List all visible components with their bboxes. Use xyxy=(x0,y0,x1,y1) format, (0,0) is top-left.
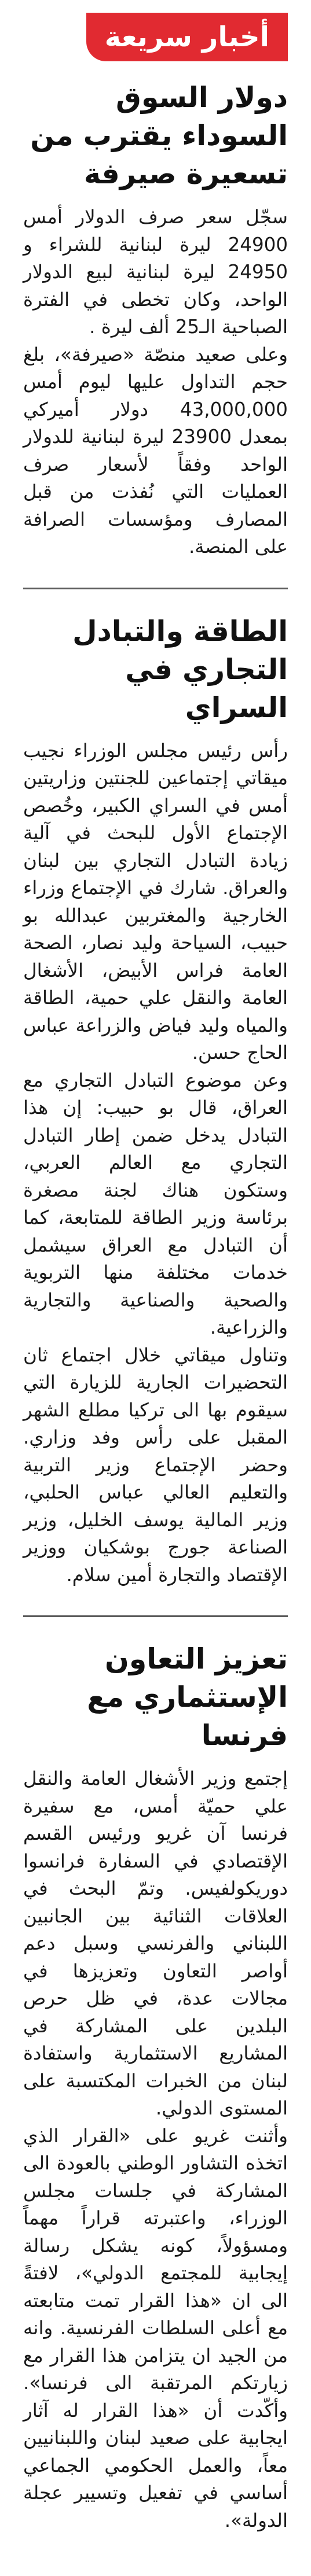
article-headline: الطاقة والتبادل التجاري في السراي xyxy=(72,614,288,724)
article-france-investment-cooperation xyxy=(23,1640,288,2534)
article-paragraph: إجتمع وزير الأشغال العامة والنقل علي حميّة أمس، مع سفيرة فرنسا آن غريو ورئيس القسم الإقتصادي في السفارة فرانسوا دوريكولفيس. وتمّ البحث في العلاقات الثنائية بين الجانبين اللبناني والفرنسي وسبل دعم أواصر التعاون وتعزيزها في مجالات عدة، في ظل حرص البلدين على المشاركة في المشاريع الاستثمارية واستفادة لبنان من الخبرات المكتسبة على المستوى الدولي. xyxy=(23,1767,288,2119)
article-paragraph: رأس رئيس مجلس الوزراء نجيب ميقاتي إجتماعين للجنتين وزاريتين أمس في السراي الكبير، وخُصص الإجتماع الأول للبحث في آلية زيادة التبادل التجاري بين لبنان والعراق. شارك في الإجتماع وزراء الخارجية والمغتربين عبدالله بو حبيب، السياحة وليد نصار، الصحة العامة فراس الأبيض، الأشغال العامة والنقل علي حمية، الطاقة والمياه وليد فياض والزراعة عباس الحاج حسن. xyxy=(23,739,288,1064)
article-black-market-dollar xyxy=(23,79,288,561)
article-paragraph: وتناول ميقاتي خلال اجتماع ثان التحضيرات الجارية للزيارة التي سيقوم بها الى تركيا مطلع الشهر المقبل على رأس وفد وزاري. وحضر الإجتماع وزير التربية والتعليم العالي عباس الحلبي، وزير المالية يوسف الخليل، وزير الصناعة جورج بوشكيان ووزير الإقتصاد والتجارة أمين سلام. xyxy=(23,1344,288,1586)
banner-wrap xyxy=(23,0,288,61)
article-headline: دولار السوق السوداء يقترب من تسعيرة صيرفة xyxy=(30,81,288,190)
article-headline: تعزيز التعاون الإستثماري مع فرنسا xyxy=(87,1643,288,1752)
article-paragraph: وعن موضوع التبادل التجاري مع العراق، قال بو حبيب: إن هذا التبادل يدخل ضمن إطار التبادل التجاري مع العالم العربي، وستكون هناك لجنة مصغرة برئاسة وزير الطاقة للمتابعة، كما أن التبادل مع العراق سيشمل خدمات مختلفة منها التربوية والصحية والصناعية والتجارية والزراعية. xyxy=(23,1069,288,1338)
article-divider xyxy=(23,1615,288,1617)
article-paragraph: وعلى صعيد منصّة «صيرفة»، بلغ حجم التداول عليها ليوم أمس 43,000,000 دولار أميركي بمعدل 23900 ليرة لبنانية للدولار الواحد وفقاً لأسعار صرف العمليات التي نُفذت من قبل المصارف ومؤسسات الصرافة على المنصة. xyxy=(23,343,288,558)
section-banner: أخبار سريعة xyxy=(86,13,288,61)
article-paragraph: وأثنت غريو على «القرار الذي اتخذه التشاور الوطني بالعودة الى المشاركة في جلسات مجلس الوزراء، واعتبرته قراراً مهماً ومسؤولاً، كونه يشكل رسالة إيجابية للمجتمع الدولي»، لافتةً الى ان «هذا القرار تمت متابعته مع أعلى السلطات الفرنسية. وانه من الجيد ان يتزامن هذا القرار مع زيارتكم المرتقبة الى فرنسا». وأكّدت أن «هذا القرار له آثار ايجابية على صعيد لبنان واللبنانيين معاً، والعمل الحكومي الجماعي أساسي في تفعيل وتسيير عجلة الدولة». xyxy=(23,2124,288,2531)
article-divider xyxy=(23,588,288,589)
article-paragraph: سجّل سعر صرف الدولار أمس 24900 ليرة لبنانية للشراء و 24950 ليرة لبنانية لبيع الدولار الواحد، وكان تخطى في الفترة الصباحية الـ25 ألف ليرة . xyxy=(23,206,288,338)
article-energy-trade-serail xyxy=(23,612,288,1589)
